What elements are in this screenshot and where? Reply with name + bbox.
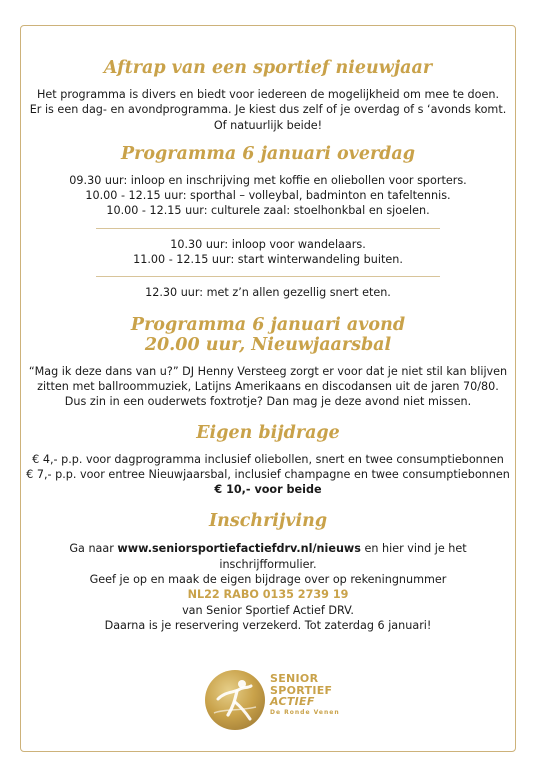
registration-line: van Senior Sportief Actief DRV.	[182, 603, 354, 617]
organization-logo	[204, 667, 364, 733]
divider	[96, 276, 440, 277]
intro-line: Het programma is divers en biedt voor iedereen de mogelijkheid om mee te doen.	[37, 88, 499, 101]
contribution-line: € 4,- p.p. voor dagprogramma inclusief oliebollen, snert en twee consumptiebonnen	[32, 452, 504, 466]
day-schedule-item: 10.00 - 12.15 uur: culturele zaal: stoelhonkbal en sjoelen.	[106, 204, 430, 218]
athlete-emblem-icon	[204, 669, 266, 731]
account-number: NL22 RABO 0135 2739 19	[187, 588, 349, 602]
intro-line: Er is een dag- en avondprogramma. Je kiest dus zelf of je overdag of s ‘avonds komt.	[29, 103, 507, 117]
day-schedule-item: 11.00 - 12.15 uur: start winterwandeling buiten.	[133, 253, 403, 267]
logo-line: ACTIEF	[270, 695, 315, 708]
registration-line: Geef je op en maak de eigen bijdrage over op rekeningnummer	[89, 573, 447, 587]
day-schedule-item: 10.00 - 12.15 uur: sporthal – volleybal, badminton en tafeltennis.	[85, 189, 451, 203]
logo-line: SPORTIEF	[270, 683, 333, 697]
day-program-heading: Programma 6 januari overdag	[120, 143, 415, 164]
day-schedule-item: 12.30 uur: met z’n allen gezellig snert eten.	[145, 286, 391, 300]
logo-line: SENIOR	[270, 672, 319, 685]
evening-heading-line2: 20.00 uur, Nieuwjaarsbal	[144, 334, 392, 355]
registration-line	[20, 541, 516, 572]
intro-line: Of natuurlijk beide!	[213, 118, 323, 132]
intro-heading: Aftrap van een sportief nieuwjaar	[103, 58, 433, 78]
contribution-total: € 10,- voor beide	[214, 483, 322, 497]
evening-program-heading	[20, 315, 516, 355]
evening-line: “Mag ik deze dans van u?” DJ Henny Versteeg zorgt er voor dat je niet stil kan blijven	[28, 364, 508, 378]
flyer-content	[20, 58, 516, 633]
logo-wordmark	[270, 673, 340, 717]
registration-line: Daarna is je reservering verzekerd. Tot zaterdag 6 januari!	[104, 618, 432, 632]
divider	[96, 228, 440, 229]
registration-heading: Inschrijving	[208, 511, 328, 532]
day-schedule-item: 10.30 uur: inloop voor wandelaars.	[170, 237, 366, 251]
registration-suffix: en hier vind je het inschrijfformulier.	[219, 542, 467, 571]
day-schedule-item: 09.30 uur: inloop en inschrijving met koffie en oliebollen voor sporters.	[69, 173, 467, 187]
registration-prefix: Ga naar	[69, 542, 118, 556]
registration-url-link[interactable]: www.seniorsportiefactiefdrv.nl/nieuws	[117, 542, 361, 556]
evening-heading-line1: Programma 6 januari avond	[130, 314, 406, 335]
contribution-line: € 7,- p.p. voor entree Nieuwjaarsbal, inclusief champagne en twee consumptiebonnen	[26, 467, 510, 481]
logo-tagline: De Ronde Venen	[270, 708, 340, 716]
evening-line: Dus zin in een ouderwets foxtrotje? Dan mag je deze avond niet missen.	[64, 395, 472, 409]
evening-line: zitten met ballroommuziek, Latijns Amerikaans en discodansen uit de jaren 70/80.	[37, 379, 499, 393]
contribution-heading: Eigen bijdrage	[196, 422, 340, 443]
